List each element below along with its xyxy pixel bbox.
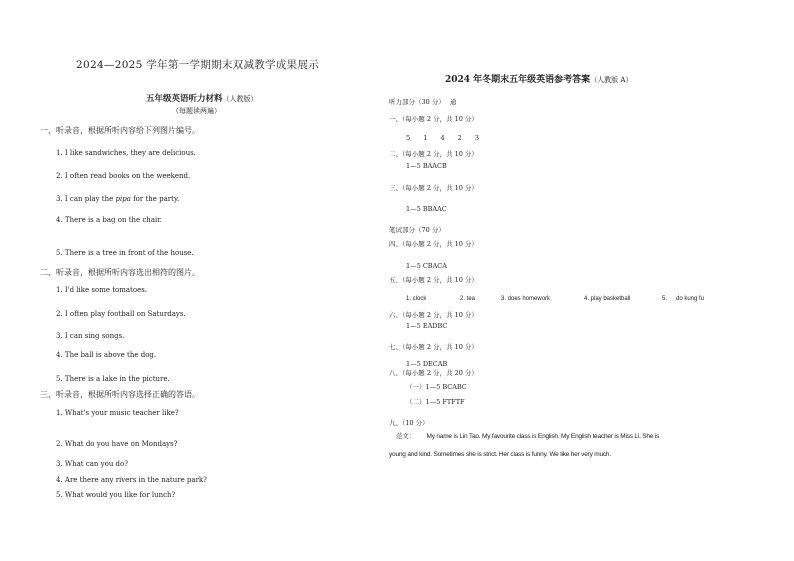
answer-section-8-sub1: （一）1—5 BCABC xyxy=(406,383,467,391)
answer-title-note: （人教版 A） xyxy=(590,76,633,84)
essay-line-1 xyxy=(396,431,659,440)
answer-section-6-label: 六、（每小题 2 分，共 10 分） xyxy=(389,311,478,319)
answer-section-7-label: 七、（每小题 2 分，共 10 分） xyxy=(389,343,478,351)
listening-part-heading xyxy=(389,97,456,106)
answer-section-1-values xyxy=(406,134,479,142)
listening-mark: 通 xyxy=(449,98,457,106)
answer-title xyxy=(445,72,632,85)
answer-section-8-sub2: （二）1—5 FTFTF xyxy=(406,398,465,406)
answer-section-5-label: 五、（每小题 2 分，共 10 分） xyxy=(389,276,478,284)
list-item: 4. There is a bag on the chair. xyxy=(56,216,163,224)
subtitle-text: 五年级英语听力材料 xyxy=(146,94,223,104)
read-note: （每题读两遍） xyxy=(172,107,221,115)
list-item: 3. What can you do? xyxy=(56,460,128,468)
subtitle-note: （人教版） xyxy=(222,95,258,103)
answer-value: do kung fu xyxy=(676,296,705,302)
list-item: 4. The ball is above the dog. xyxy=(56,351,157,359)
answer-value: 3 xyxy=(474,134,480,142)
answer-section-4-label: 四、（每小题 2 分，共 10 分） xyxy=(389,240,478,248)
subtitle xyxy=(146,86,258,105)
section-2-heading: 二、听录音，根据所听内容选出相符的图片。 xyxy=(40,268,200,277)
answer-value: 5. xyxy=(662,296,668,302)
answer-value: 4. play basketball xyxy=(584,296,631,302)
list-item: 5. There is a tree in front of the house. xyxy=(56,249,194,257)
answer-section-9-label: 九、（10 分） xyxy=(389,419,429,427)
answer-section-3-value: 1—5 BBAAC xyxy=(406,205,447,213)
answer-section-7-value: 1—5 DECAB xyxy=(406,360,448,368)
answer-value: 1 xyxy=(423,134,428,142)
main-title: 2024—2025 学年第一学期期末双减教学成果展示 xyxy=(76,59,320,71)
answer-section-1-label: 一、（每小题 2 分，共 10 分） xyxy=(389,115,478,123)
list-item: 2. I often read books on the weekend. xyxy=(56,172,191,180)
answer-section-6-value: 1—5 EADBC xyxy=(406,322,448,330)
written-part-heading: 笔试部分（70 分） xyxy=(389,226,445,234)
section-3-heading: 三、听录音，根据所听内容选择正确的答语。 xyxy=(40,390,200,399)
list-item: 3. I can sing songs. xyxy=(56,332,125,340)
answer-section-8-label: 八、（每小题 2 分，共 20 分） xyxy=(389,369,478,377)
answer-value: 2 xyxy=(457,134,462,142)
list-item: 3. I can play the pipa for the party. xyxy=(56,195,180,203)
essay-label: 范文： xyxy=(396,433,415,440)
list-item: 1. I like sandwiches, they are delicious. xyxy=(56,149,196,157)
list-item: 2. What do you have on Mondays? xyxy=(56,440,178,448)
listening-part-text: 听力部分（30 分） xyxy=(389,98,445,106)
answer-section-4-value: 1—5 CBACA xyxy=(406,262,447,270)
answer-value: 3. does homework xyxy=(501,296,551,302)
list-item: 5. What would you like for lunch? xyxy=(56,491,176,499)
essay-line-2: young and kind. Sometimes she is strict. Her class is funny. We like her very much. xyxy=(389,451,611,458)
list-item: 1. I'd like some tomatoes. xyxy=(56,286,148,294)
answer-section-3-label: 三、（每小题 2 分，共 10 分） xyxy=(389,184,478,192)
list-item: 4. Are there any rivers in the nature park? xyxy=(56,476,207,484)
answer-title-text: 2024 年冬期末五年级英语参考答案 xyxy=(445,75,591,85)
list-item: 1. What's your music teacher like? xyxy=(56,409,179,417)
answer-section-2-value: 1—5 BAACB xyxy=(406,162,447,170)
answer-value: 4 xyxy=(440,134,445,142)
answer-value: 5 xyxy=(406,134,411,142)
answer-section-2-label: 二、（每小题 2 分，共 10 分） xyxy=(389,150,478,158)
list-item: 2. I often play football on Saturdays. xyxy=(56,310,186,318)
answer-value: 2. tea xyxy=(460,296,476,302)
section-1-heading: 一、听录音，根据所听内容给下列图片编号。 xyxy=(40,126,200,135)
answer-value: 1. clock xyxy=(406,296,427,302)
essay-text-1: My name is Lin Tao. My favourite class is English. My English teacher is Miss Li. She is xyxy=(426,433,660,440)
list-item: 5. There is a lake in the picture. xyxy=(56,375,170,383)
